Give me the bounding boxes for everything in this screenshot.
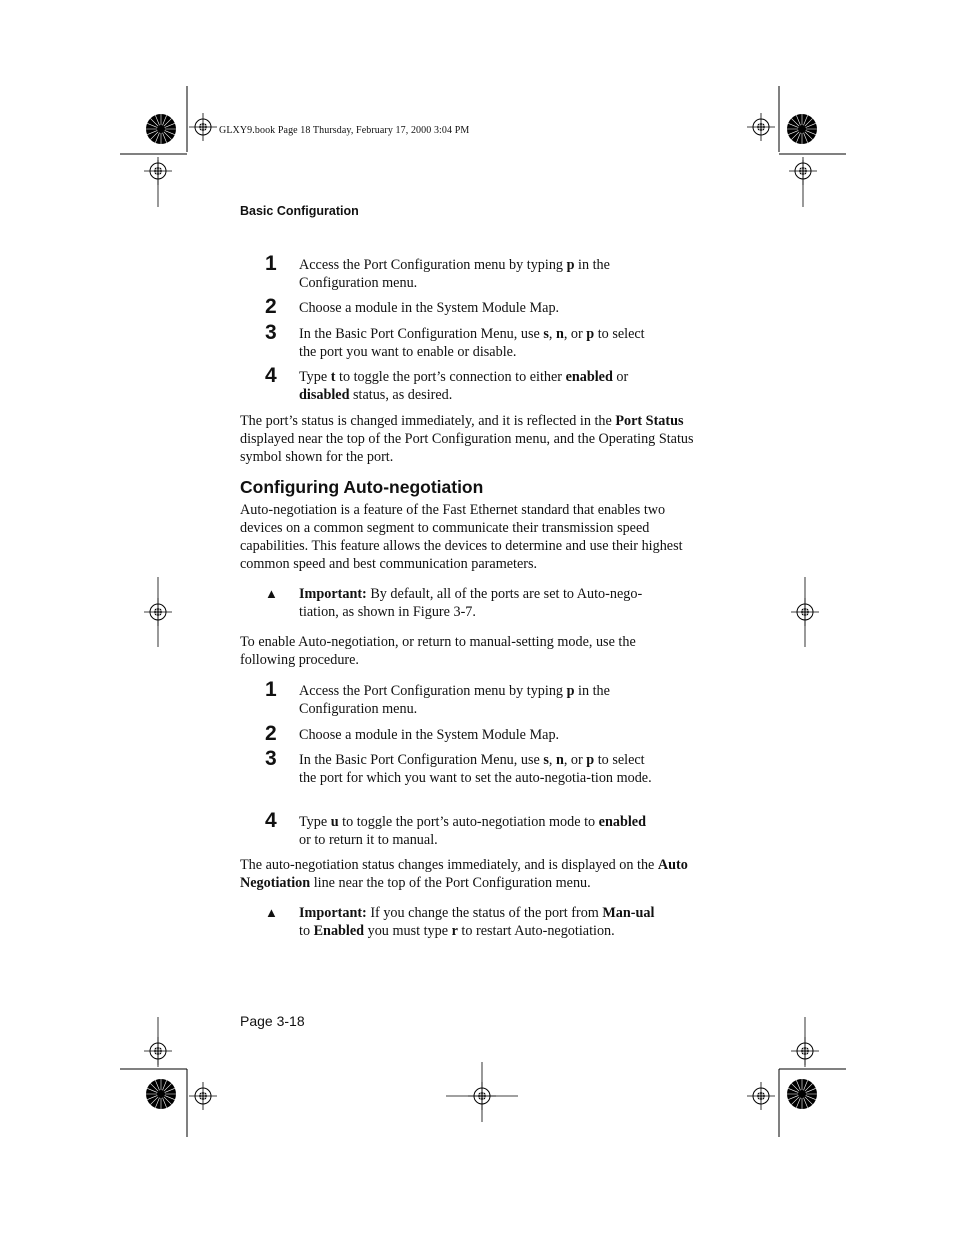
step-text: In the Basic Port Configuration Menu, use s, n, or p to select the port you want to enable or disable. [299,326,645,360]
running-head: Basic Configuration [240,204,359,218]
step-number: 3 [265,321,277,344]
paragraph-auto-negotiation-intro: Auto-negotiation is a feature of the Fast Ethernet standard that enables two devices on a common segment to communicate their transmission speed capabilities. This feature allows the devices to determine and use their highest common speed and best communication parameters. [240,502,683,572]
step-text: Access the Port Configuration menu by typing p in the Configuration menu. [299,257,610,291]
step-number: 2 [265,722,277,745]
paragraph-port-status: The port’s status is changed immediately, and it is reflected in the Port Status displayed near the top of the Port Configuration menu, and the Operating Status symbol shown for the port. [240,413,694,465]
paragraph-auto-negotiation-status: The auto-negotiation status changes immediately, and is displayed on the Auto Negotiation line near the top of the Port Configuration menu. [240,857,688,891]
note-text: Important: By default, all of the ports are set to Auto-nego-tiation, as shown in Figure 3-7. [299,586,643,620]
warning-triangle-icon: ▲ [265,905,278,920]
step-number: 1 [265,252,277,275]
step-number: 2 [265,295,277,318]
step-text: Type u to toggle the port’s auto-negotiation mode to enabled or to return it to manual. [299,814,646,848]
step-text: Choose a module in the System Module Map. [299,300,560,316]
step-number: 3 [265,747,277,770]
step-number: 1 [265,678,277,701]
section-heading: Configuring Auto-negotiation [240,477,484,497]
paragraph-enable-procedure: To enable Auto-negotiation, or return to manual-setting mode, use the following procedure. [240,634,636,668]
step-text: In the Basic Port Configuration Menu, use s, n, or p to select the port for which you want to set the auto-negotia-tion mode. [299,752,652,786]
step-text: Type t to toggle the port’s connection to either enabled or disabled status, as desired. [299,369,629,403]
step-number: 4 [265,364,277,387]
warning-triangle-icon: ▲ [265,586,278,601]
step-number: 4 [265,809,277,832]
page-number: Page 3-18 [240,1013,305,1029]
step-text: Choose a module in the System Module Map. [299,727,560,743]
print-slug: GLXY9.book Page 18 Thursday, February 17, 2000 3:04 PM [219,125,470,136]
step-text: Access the Port Configuration menu by typing p in the Configuration menu. [299,683,610,717]
note-text: Important: If you change the status of the port from Man-ual to Enabled you must type r to restart Auto-negotiation. [299,905,655,939]
